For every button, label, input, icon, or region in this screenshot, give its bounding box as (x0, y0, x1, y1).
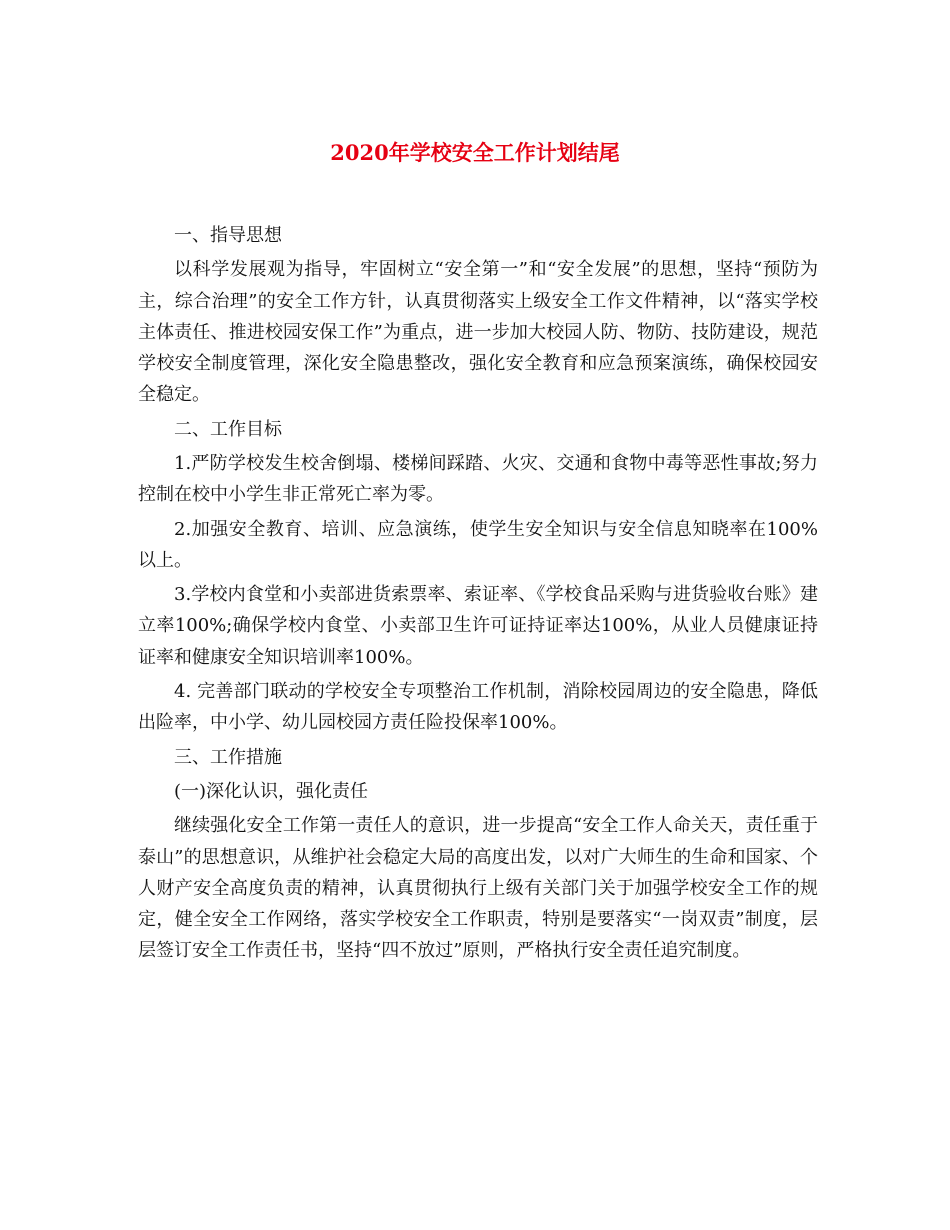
paragraph-goal-3: 3.学校内食堂和小卖部进货索票率、索证率、《学校食品采购与进货验收台账》建立率100%;确保学校内食堂、小卖部卫生许可证持证率达100%，从业人员健康证持证率和健康安全知识培训率100%。 (138, 584, 818, 668)
paragraph-goal-1: 1.严防学校发生校舍倒塌、楼梯间踩踏、火灾、交通和食物中毒等恶性事故;努力控制在校中小学生非正常死亡率为零。 (138, 452, 818, 506)
section-heading-work-measures: 三、工作措施 (174, 746, 282, 768)
paragraph-deepen-awareness: 继续强化安全工作第一责任人的意识，进一步提高“安全工作人命关天，责任重于泰山”的思想意识，从维护社会稳定大局的高度出发，以对广大师生的生命和国家、个人财产安全高度负责的精神，认真贯彻执行上级有关部门关于加强学校安全工作的规定，健全安全工作网络，落实学校安全工作职责，特别是要落实“一岗双责”制度，层层签订安全工作责任书，坚持“四不放过”原则，严格执行安全责任追究制度。 (138, 815, 818, 962)
paragraph-goal-2: 2.加强安全教育、培训、应急演练，使学生安全知识与安全信息知晓率在100%以上。 (138, 518, 818, 571)
subsection-heading-deepen-awareness: (一)深化认识，强化责任 (174, 780, 369, 802)
document-body (138, 220, 818, 970)
paragraph-goal-4: 4. 完善部门联动的学校安全专项整治工作机制，消除校园周边的安全隐患，降低出险率，中小学、幼儿园校园方责任险投保率100%。 (138, 680, 818, 734)
section-heading-work-goals: 二、工作目标 (174, 418, 282, 440)
paragraph-guiding-ideology: 以科学发展观为指导，牢固树立“安全第一”和“安全发展”的思想，坚持“预防为主，综合治理”的安全工作方针，认真贯彻落实上级安全工作文件精神，以“落实学校主体责任、推进校园安保工作”为重点，进一步加大校园人防、物防、技防建设，规范学校安全制度管理，深化安全隐患整改，强化安全教育和应急预案演练，确保校园安全稳定。 (138, 259, 818, 406)
section-heading-guiding-ideology: 一、指导思想 (174, 225, 282, 246)
document-title: 2020年学校安全工作计划结尾 (330, 140, 620, 165)
